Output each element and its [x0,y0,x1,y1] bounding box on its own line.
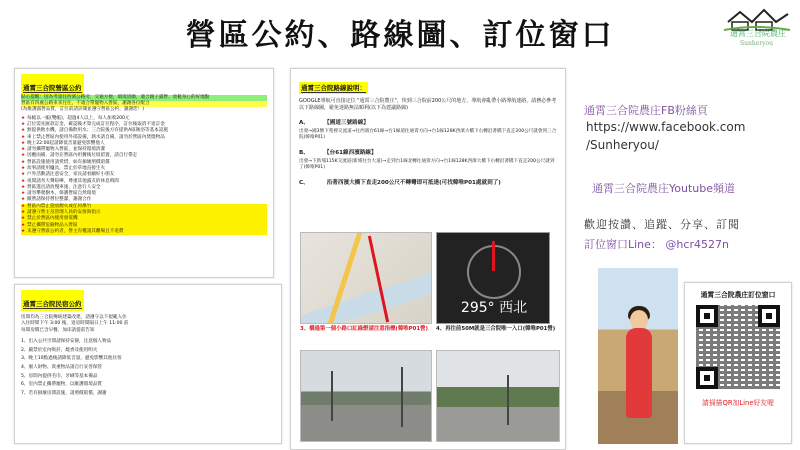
facebook-page-title: 通霄三合院農庄FB粉絲頁 [584,104,708,117]
page-title: 營區公約、路線圖、訂位窗口 [185,18,615,53]
homestay-rule-item: 5、房間內提供毛巾、牙刷等基本備品 [21,373,98,379]
traffic-light-photo [300,350,432,442]
photo-caption-4: 4、再往前50M就是三合院唯一入口(韓唯P01營) [436,326,556,332]
line-booking-id: 訂位窗口Line： @hcr4527n [584,238,729,251]
rule-item: ★ 請遵守營主及管理人員的安排與指示 [21,210,267,216]
rule-item: ★ 夜間請勿大聲喧嘩，尊重其他露友的休息時間 [21,179,267,185]
homestay-intro-line: 入住時間下午 3:00 後，退房時間隔日上午 11:00 前 [21,321,129,327]
route-intro: GOOGLE導航可直接定位 "通霄三合院農庄"，快到三合院前200公尺的地方，導航會亂帶小路導航迷路，請務必參考以下路線圖，避免迷路無法順利(以下為建議路線) [299,98,557,111]
rules-list [21,116,267,236]
rule-item: ★ 訂位需先匯款訂金，確認後才算完成訂位程序，訂位後取消不退訂金 [21,122,267,128]
rule-item: ★ 因應雨備，請勿在營區內用餐後垃圾留置，請自行帶走 [21,153,267,159]
route-section-c [299,178,557,186]
rule-item: ★ 禁止於營區內使用發電機 [21,216,267,222]
campsite-rules-heading: 通霄三合院營區公約 [23,84,82,92]
youtube-channel-title: 通霄三合院農庄Youtube頻道 [592,182,735,195]
facebook-url-link[interactable]: https://www.facebook.com [586,120,746,134]
route-section-label: 【國道三號路線】 [326,120,369,126]
rule-item: ★ 晚上22:00起請降低音量避免影響他人 [21,141,267,147]
qr-code-icon[interactable] [696,305,780,389]
river-shape [300,266,432,324]
rule-item: ★ 營區內禁止施放煙火或任何爆竹 [21,204,267,210]
rules-intro-line: (為維護露營品質，訂位前請詳閱並遵守營區公約，謝謝您！) [21,107,145,113]
route-section-label: 沿著西濱大橋下直走200公尺不轉彎即可抵達(可找韓唯P01處就到了) [326,179,501,186]
logo-text: 通霄三合院農庄 [730,29,786,38]
homestay-rules-panel [14,284,282,444]
rules-intro [21,95,267,114]
route-map-image [300,232,432,324]
head-shape [630,310,648,330]
homestay-rule-item: 1、出入公共空間請保持安靜，注意個人物品 [21,339,112,345]
route-heading: 通霄三合院路線說明： [301,84,366,92]
homestay-rule-item: 7、若有損壞房間設施，請照價賠償，謝謝 [21,390,107,396]
homestay-rule-item: 4、個人財物、貴重物品請自行妥善保管 [21,365,103,370]
campsite-rules-panel [14,68,274,278]
facebook-url-link[interactable]: /Sunheryou/ [586,138,659,152]
photo-caption-3: 3、橋過第一個小路口紅綠燈請注意指標(韓唯P01營) [300,326,428,332]
qr-title: 通霄三合院農庄訂位窗口 [700,291,776,299]
rules-intro-line: 貼心提醒：因為考量往西濱公路旁，交通方便，環境清幽，適合親子露營、放鬆身心的好地點 [21,95,267,101]
route-section-text: 出發→下新埔115K交流道(新埔往台大道)→走到台1線北轉往通霄方向→台1線128K西濱大橋下右轉沿著橋下直走200公尺就到了(韓唯P01) [299,158,555,171]
compass-screenshot [436,232,550,324]
rule-item: ★ 禁止攜帶危險物品入營區 [21,223,267,229]
route-section-text: 出發→國3號下苑裡交流道→往西濱台61線→台1線道往通霄方向→台1線128K西濱大橋下右轉沿著橋下直走200公尺就會到三合院(韓唯P01) [299,129,557,141]
compass-needle [492,241,495,271]
qr-finder [758,305,780,327]
qr-finder [696,305,718,327]
rules-intro-line: 營區有四處公路來來往往，不適合帶寵物入營區，謝謝各位配合 [21,101,267,107]
rule-item: ★ 戶外活動請注意安全，家長請看顧好小朋友 [21,172,267,178]
pole [401,367,403,427]
homestay-intro-line: 房間均為三合院傳統建築改建，請遵守以下規範入住 [21,315,127,320]
person-photo [598,268,678,444]
pole [331,371,333,421]
rule-item: ★ 請勿攜帶寵物入營區，並保持環境清潔 [21,147,267,153]
route-section-letter: B、 [299,149,309,156]
rule-item: ★ 未遵守營區公約者，營主有權請其離場且不退費 [21,229,267,235]
route-section-a [299,118,557,142]
rule-item: ★ 無提供飲水機，請自備飲用水；三合院後方有提供A區衛浴等基本設施 [21,128,267,134]
qr-panel [684,282,792,444]
rule-item: ★ 請勿攀爬樹木，保護營區自然環境 [21,191,267,197]
compass-reading: 295° 西北 [460,300,528,316]
logo-subtext: Sunheryou [740,40,773,47]
homestay-intro-line: 每間房價已含早餐，加床請提前告知 [21,327,95,333]
qr-finder [696,367,718,389]
rule-item: ★ 炊事請使用爐具，禁止於草地直接生火 [21,166,267,172]
qr-caption: 請掃描QR加Line好友喔 [702,399,774,407]
rule-item: ★ 每帳以一帳(雙帳)，超過4人以上，每人加收200元 [21,116,267,122]
homestay-rule-item: 6、室內禁止攜帶寵物，以維護環境品質 [21,382,103,388]
homestay-rules-heading: 通霄三合院民宿公約 [23,300,82,308]
homestay-rule-item: 3、晚上10點過後請降低音量，避免影響其他住客 [21,356,122,362]
route-section-b [299,148,557,172]
body-shape [626,328,652,418]
route-section-label: 【台61線西濱路線】 [326,149,377,156]
homestay-rules-list [21,338,275,398]
route-section-letter: A、 [299,120,309,126]
homestay-rule-item: 2、嚴禁於室內吸菸、燒香及使用明火 [21,347,98,353]
pole [507,375,509,425]
rule-item: ★ 營區設施使用請愛惜，如有損壞照價賠償 [21,160,267,166]
homestay-intro [21,315,275,334]
rule-item: ★ 營區進出請放慢車速，注意行人安全 [21,185,267,191]
rule-item: ★ 車上禁止營區內使用外部設備，熱水請自備，請勿於營區內焚燒物品 [21,135,267,141]
entrance-photo [436,350,560,442]
follow-prompt: 歡迎按讚、追蹤、分享、訂閱 [584,218,740,231]
rule-item: ★ 撤營請保持營位整潔，謝謝合作 [21,197,267,203]
route-section-letter: C、 [299,179,309,186]
